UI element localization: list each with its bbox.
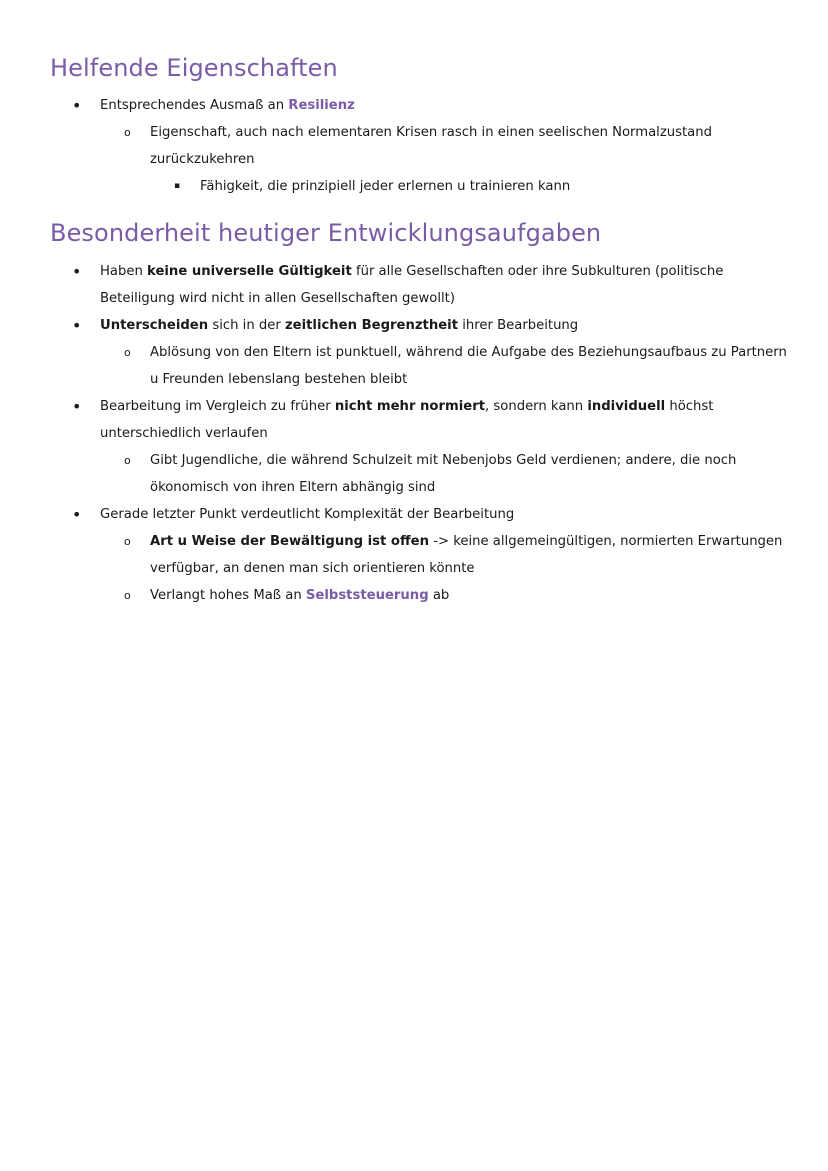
list-item-level-2 <box>124 119 790 173</box>
text-run: höchst unterschiedlich verlaufen <box>100 399 714 441</box>
list-item-level-2 <box>124 339 790 393</box>
bold-text: zeitlichen Begrenztheit <box>284 318 459 333</box>
bold-text: Art u Weise der Bewältigung ist offen <box>150 534 429 549</box>
section-list-besonderheit <box>0 258 790 609</box>
text-run: Verlangt hohes Maß an <box>150 588 306 603</box>
text-run: Bearbeitung im Vergleich zu früher <box>100 399 335 414</box>
list-item-level-1 <box>72 501 780 528</box>
list-item-level-2 <box>124 582 790 609</box>
text-run: sich in der <box>208 318 285 333</box>
list-item-level-3 <box>174 173 790 200</box>
bullet-marker: • <box>72 96 82 115</box>
bullet-marker: o <box>124 126 131 139</box>
section-heading-helfende-eigenschaften: Helfende Eigenschaften <box>50 54 338 82</box>
bullet-marker: • <box>72 505 82 524</box>
text-run: Haben <box>100 264 148 279</box>
text-run: Eigenschaft, auch nach elementaren Krisen rasch in einen seelischen Normalzustand zurückzukehren <box>150 125 712 167</box>
list-item-level-1 <box>72 393 780 447</box>
text-run: , sondern kann <box>485 399 588 414</box>
bullet-marker: o <box>124 589 131 602</box>
bullet-marker: ▪ <box>174 181 181 191</box>
bold-text: individuell <box>587 399 666 414</box>
bullet-marker: o <box>124 346 131 359</box>
text-run: Ablösung von den Eltern ist punktuell, während die Aufgabe des Beziehungsaufbaus zu Partnern u Freunden lebenslang bestehen bleibt <box>150 345 787 387</box>
text-run: für alle Gesellschaften oder ihre Subkulturen (politische Beteiligung wird nicht in allen Gesellschaften gewollt) <box>100 264 724 306</box>
section-heading-besonderheit: Besonderheit heutiger Entwicklungsaufgaben <box>50 219 602 247</box>
highlight-term: Resilienz <box>288 98 355 113</box>
list-item-level-1 <box>72 92 780 119</box>
text-run: Fähigkeit, die prinzipiell jeder erlernen u trainieren kann <box>200 179 571 194</box>
section-list-helfende-eigenschaften <box>0 92 790 200</box>
text-run: Gibt Jugendliche, die während Schulzeit mit Nebenjobs Geld verdienen; andere, die noch ökonomisch von ihren Eltern abhängig sind <box>150 453 737 495</box>
list-item-level-1 <box>72 258 780 312</box>
bullet-marker: o <box>124 535 131 548</box>
list-item-level-1 <box>72 312 780 339</box>
text-run: -> keine allgemeingültigen, normierten Erwartungen verfügbar, an denen man sich orientieren könnte <box>150 534 783 576</box>
bullet-marker: o <box>124 454 131 467</box>
bold-text: nicht mehr normiert <box>334 399 486 414</box>
text-run: Gerade letzter Punkt verdeutlicht Komplexität der Bearbeitung <box>100 507 515 522</box>
bold-text: keine universelle Gültigkeit <box>147 264 352 279</box>
highlight-term: Selbststeuerung <box>305 588 429 603</box>
bullet-marker: • <box>72 262 82 281</box>
text-run: ihrer Bearbeitung <box>458 318 579 333</box>
list-item-level-2 <box>124 447 790 501</box>
text-run: Entsprechendes Ausmaß an <box>100 98 289 113</box>
bullet-marker: • <box>72 397 82 416</box>
bullet-marker: • <box>72 316 82 335</box>
bold-text: Unterscheiden <box>100 318 209 333</box>
list-item-level-2 <box>124 528 790 582</box>
text-run: ab <box>428 588 450 603</box>
